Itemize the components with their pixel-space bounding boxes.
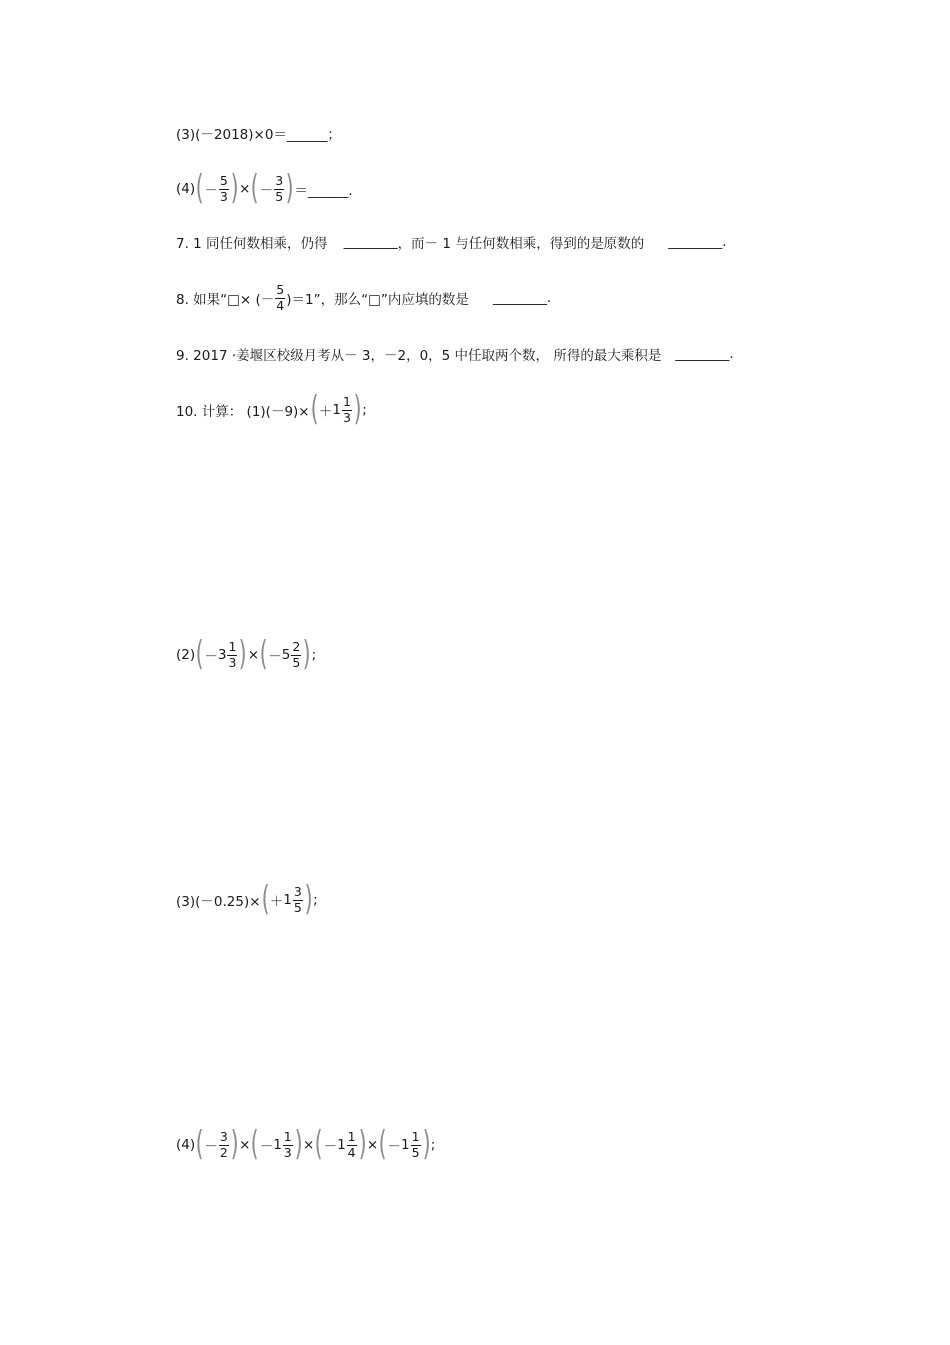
semicolon: ; [362, 402, 367, 418]
question-9 [176, 334, 734, 374]
fraction [275, 284, 285, 312]
denominator: 5 [411, 1144, 420, 1160]
plus-sign: ＋ [269, 894, 284, 910]
q4-label: (4) [176, 181, 196, 197]
q10-head: 10. 计算： (1)(－9)× [176, 404, 310, 420]
q7-text-1: 7. 1 同任何数相乘，仍得 [176, 236, 328, 252]
question-3-sub [176, 113, 341, 153]
minus-sign: － [259, 1139, 274, 1155]
times-sign: × [303, 1137, 315, 1153]
left-paren-icon: ( [314, 1124, 323, 1164]
right-paren-icon: ) [353, 389, 362, 429]
left-paren-icon: ( [261, 879, 270, 919]
fraction [411, 1131, 421, 1159]
right-paren-icon: ) [230, 1124, 239, 1164]
q4-paren-1 [195, 168, 239, 208]
q10-4-paren-c [314, 1124, 367, 1164]
left-paren-icon: ( [259, 634, 268, 674]
fraction [219, 1131, 229, 1159]
fraction [283, 1131, 293, 1159]
denominator: 3 [283, 1144, 292, 1160]
q4-paren-2 [250, 168, 294, 208]
left-paren-icon: ( [195, 1124, 204, 1164]
numerator: 5 [276, 282, 285, 297]
whole-number: 1 [332, 402, 341, 418]
denominator: 5 [275, 188, 284, 204]
denominator: 3 [342, 409, 351, 425]
whole-number: 3 [217, 647, 227, 663]
fraction [227, 641, 237, 669]
numerator: 1 [228, 639, 237, 654]
left-paren-icon: ( [195, 168, 204, 208]
q7-blank-1: ________ [343, 234, 398, 250]
numerator: 1 [411, 1129, 420, 1144]
q9-blank: ________ [675, 346, 730, 362]
q9-end: . [729, 346, 734, 362]
question-10-part-4 [176, 1125, 435, 1165]
times-sign: × [366, 1137, 379, 1153]
q8-end: . [546, 290, 552, 306]
numerator: 1 [342, 394, 351, 409]
right-paren-icon: ) [302, 634, 311, 674]
part-label: (3)(－0.25)× [176, 894, 261, 910]
right-paren-icon: ) [294, 1124, 303, 1164]
minus-sign: － [204, 649, 218, 665]
q7-blank-2: ________ [668, 234, 723, 250]
denominator: 5 [292, 654, 301, 670]
left-paren-icon: ( [251, 1124, 260, 1164]
minus-sign: － [259, 183, 274, 199]
right-paren-icon: ) [239, 634, 248, 674]
denominator: 3 [228, 654, 237, 670]
denominator: 3 [219, 188, 228, 204]
semicolon: ; [311, 647, 317, 663]
numerator: 3 [275, 173, 284, 188]
numerator: 5 [219, 173, 228, 188]
right-paren-icon: ) [422, 1124, 431, 1164]
q10-2-paren-b [259, 634, 312, 674]
q7-text-2: ，而－ 1 与任何数相乘，得到的是原数的 [397, 236, 645, 252]
left-paren-icon: ( [195, 634, 204, 674]
fraction [219, 175, 229, 203]
denominator: 2 [219, 1144, 228, 1160]
q10-4-paren-b [250, 1124, 303, 1164]
fraction [274, 175, 284, 203]
fraction [291, 641, 301, 669]
denominator: 4 [276, 297, 285, 313]
right-paren-icon: ) [358, 1124, 367, 1164]
right-paren-icon: ) [285, 168, 294, 208]
q8-text-2: )＝1”，那么“□”内应填的数是 [286, 292, 469, 308]
denominator: 5 [293, 899, 302, 915]
whole-number: 1 [273, 1137, 282, 1153]
q9-text: 9. 2017 ·姜堰区校级月考从－ 3，－2，0，5 中任取两个数， 所得的最大乘积是 [176, 348, 662, 364]
numerator: 2 [292, 639, 301, 654]
question-10-part-3 [176, 880, 318, 920]
q10-4-paren-a [195, 1124, 239, 1164]
times-sign: × [239, 181, 251, 197]
minus-sign: － [387, 1139, 401, 1155]
fraction [347, 1131, 357, 1159]
right-paren-icon: ) [304, 879, 313, 919]
q10-3-paren [261, 879, 314, 919]
numerator: 1 [347, 1129, 356, 1144]
q10-4-paren-d [378, 1124, 431, 1164]
left-paren-icon: ( [310, 389, 319, 429]
left-paren-icon: ( [378, 1124, 387, 1164]
whole-number: 1 [337, 1137, 346, 1153]
fraction [293, 886, 303, 914]
question-10-part-2 [176, 635, 316, 675]
q8-blank: ________ [492, 290, 547, 306]
minus-sign: － [268, 649, 282, 665]
times-sign: × [247, 647, 260, 663]
q4-tail: ＝______. [294, 183, 353, 199]
whole-number: 5 [281, 647, 291, 663]
q10-1-paren [310, 389, 363, 429]
question-7 [176, 222, 727, 262]
part-label: (2) [176, 647, 196, 663]
q7-end: . [722, 234, 727, 250]
right-paren-icon: ) [230, 168, 239, 208]
left-paren-icon: ( [251, 168, 260, 208]
times-sign: × [239, 1137, 251, 1153]
minus-sign: － [204, 183, 218, 199]
plus-sign: ＋ [318, 404, 333, 420]
denominator: 4 [347, 1144, 356, 1160]
question-10-part-1 [176, 390, 367, 430]
numerator: 3 [219, 1129, 228, 1144]
question-4-sub [176, 169, 353, 209]
q3-text: (3)(－2018)×0＝______； [176, 127, 341, 143]
q8-text-1: 8. 如果“□× (－ [176, 292, 275, 308]
whole-number: 1 [283, 892, 292, 908]
whole-number: 1 [400, 1137, 410, 1153]
minus-sign: － [204, 1139, 218, 1155]
numerator: 1 [283, 1129, 292, 1144]
semicolon: ; [313, 892, 318, 908]
q10-2-paren-a [195, 634, 248, 674]
semicolon: ; [430, 1137, 436, 1153]
part-label: (4) [176, 1137, 196, 1153]
fraction [342, 396, 352, 424]
question-8 [176, 278, 551, 318]
numerator: 3 [293, 884, 302, 899]
minus-sign: － [323, 1139, 338, 1155]
